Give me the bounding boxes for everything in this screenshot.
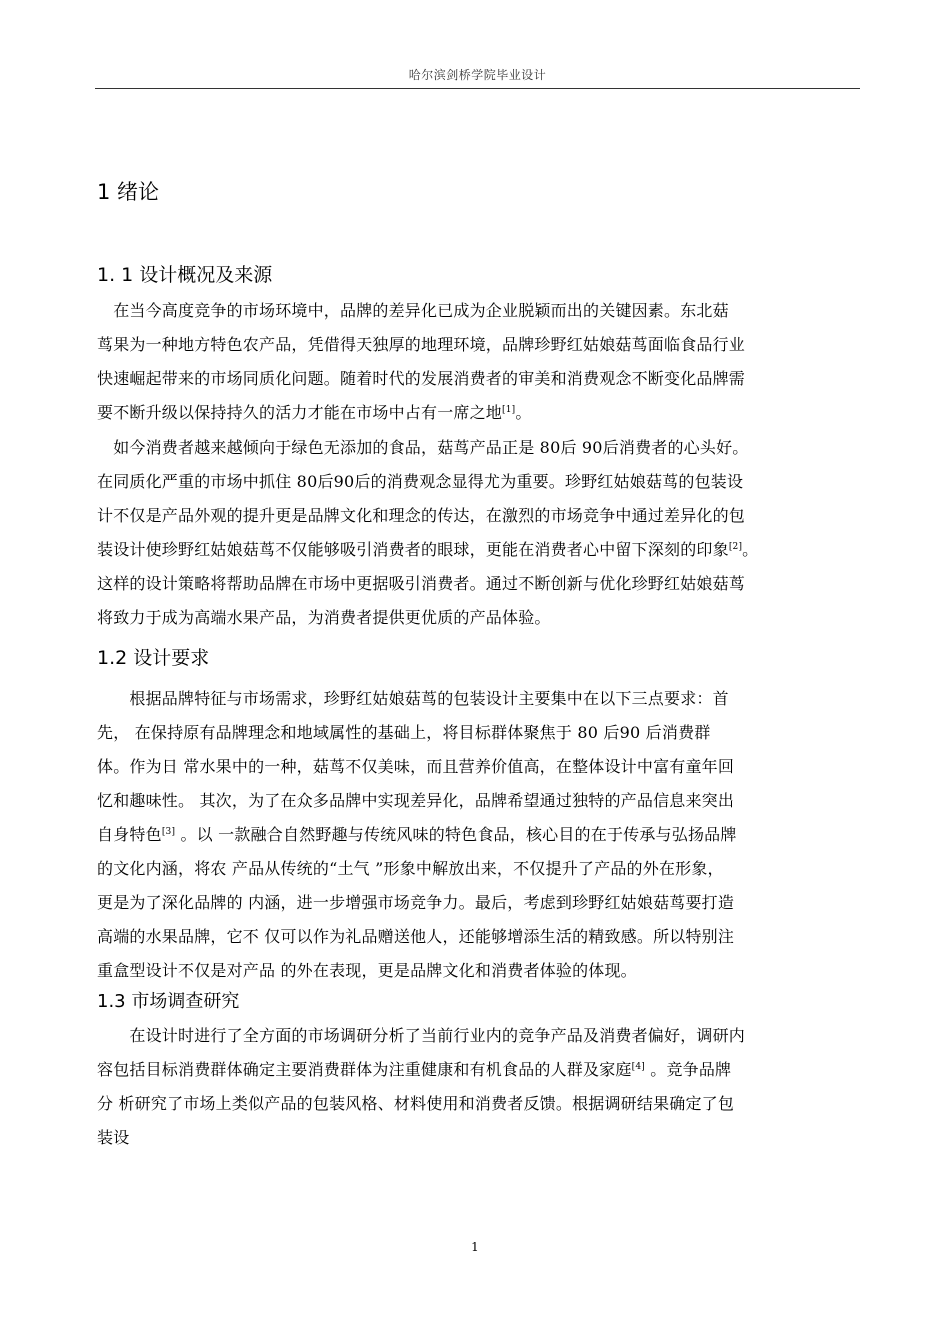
text-line: 高端的水果品牌，它不 仅可以作为礼品赠送他人，还能够增添生活的精致感。所以特别注 [97, 927, 735, 946]
text-line: 如今消费者越来越倾向于绿色无添加的食品，菇茑产品正是 80后 90后消费者的心头好。 [97, 438, 749, 457]
text-line: 快速崛起带来的市场同质化问题。随着时代的发展消费者的审美和消费观念不断变化品牌需 [97, 369, 746, 388]
text-line: 装设 [97, 1128, 130, 1147]
paragraph-1-3 [97, 1019, 867, 1155]
chapter-title: 1 绪论 [97, 180, 160, 204]
text-line: 在同质化严重的市场中抓住 80后90后的消费观念显得尤为重要。珍野红姑娘菇茑的包装设 [97, 472, 744, 491]
text-line [97, 1053, 867, 1087]
line-text: 装设计使珍野红姑娘菇茑不仅能够吸引消费者的眼球，更能在消费者心中留下深刻的印象 [97, 540, 729, 559]
text-line: 茑果为一种地方特色农产品，凭借得天独厚的地理环境，品牌珍野红姑娘菇茑面临食品行业 [97, 335, 746, 354]
text-line [97, 818, 867, 852]
running-header: 哈尔滨剑桥学院毕业设计 [408, 68, 547, 82]
text-line: 根据品牌特征与市场需求，珍野红姑娘菇茑的包装设计主要集中在以下三点要求：首 [97, 689, 729, 708]
text-line: 重盒型设计不仅是对产品 的外在表现，更是品牌文化和消费者体验的体现。 [97, 961, 637, 980]
line-tail: 。 [515, 403, 532, 422]
line-tail: 。以 一款融合自然野趣与传统风味的特色食品，核心目的在于传承与弘扬品牌 [175, 825, 737, 844]
text-line: 分 析研究了市场上类似产品的包装风格、材料使用和消费者反馈。根据调研结果确定了包 [97, 1094, 735, 1113]
paragraph-1-1-b [97, 431, 867, 635]
line-text: 容包括目标消费群体确定主要消费群体为注重健康和有机食品的人群及家庭 [97, 1060, 632, 1079]
text-line: 在设计时进行了全方面的市场调研分析了当前行业内的竞争产品及消费者偏好，调研内 [97, 1026, 746, 1045]
section-heading-1-1: 1. 1 设计概况及来源 [97, 264, 273, 286]
text-line [97, 533, 867, 567]
text-line: 先， 在保持原有品牌理念和地域属性的基础上，将目标群体聚焦于 80 后90 后消费群 [97, 723, 711, 742]
text-line [97, 396, 867, 430]
text-line: 将致力于成为高端水果产品，为消费者提供更优质的产品体验。 [97, 608, 551, 627]
line-text: 自身特色 [97, 825, 162, 844]
text-line: 计不仅是产品外观的提升更是品牌文化和理念的传达，在激烈的市场竞争中通过差异化的包 [97, 506, 746, 525]
section-heading-1-3: 1.3 市场调查研究 [97, 991, 240, 1012]
header-divider [95, 88, 860, 89]
line-tail: 。竞争品牌 [644, 1060, 732, 1079]
text-line: 更是为了深化品牌的 内涵，进一步增强市场竞争力。最后，考虑到珍野红姑娘菇茑要打造 [97, 893, 735, 912]
paragraph-1-2 [97, 682, 867, 988]
text-line: 这样的设计策略将帮助品牌在市场中更据吸引消费者。通过不断创新与优化珍野红姑娘菇茑 [97, 574, 746, 593]
line-tail: 。 [742, 540, 759, 559]
text-line: 体。作为日 常水果中的一种，菇茑不仅美味，而且营养价值高，在整体设计中富有童年回 [97, 757, 735, 776]
citation-3: [3] [161, 827, 176, 837]
paragraph-1-1-a [97, 294, 867, 430]
text-line: 忆和趣味性。 其次，为了在众多品牌中实现差异化，品牌希望通过独特的产品信息来突出 [97, 791, 735, 810]
section-heading-1-2: 1.2 设计要求 [97, 647, 210, 669]
text-line: 的文化内涵，将农 产品从传统的“土气 ”形象中解放出来，不仅提升了产品的外在形象， [97, 859, 724, 878]
text-line: 在当今高度竞争的市场环境中，品牌的差异化已成为企业脱颖而出的关键因素。东北菇 [97, 301, 729, 320]
citation-4: [4] [631, 1062, 645, 1072]
page-number: 1 [471, 1240, 479, 1254]
line-text: 要不断升级以保持持久的活力才能在市场中占有一席之地 [97, 403, 503, 422]
citation-1: [1] [502, 405, 516, 415]
citation-2: [2] [728, 542, 743, 552]
